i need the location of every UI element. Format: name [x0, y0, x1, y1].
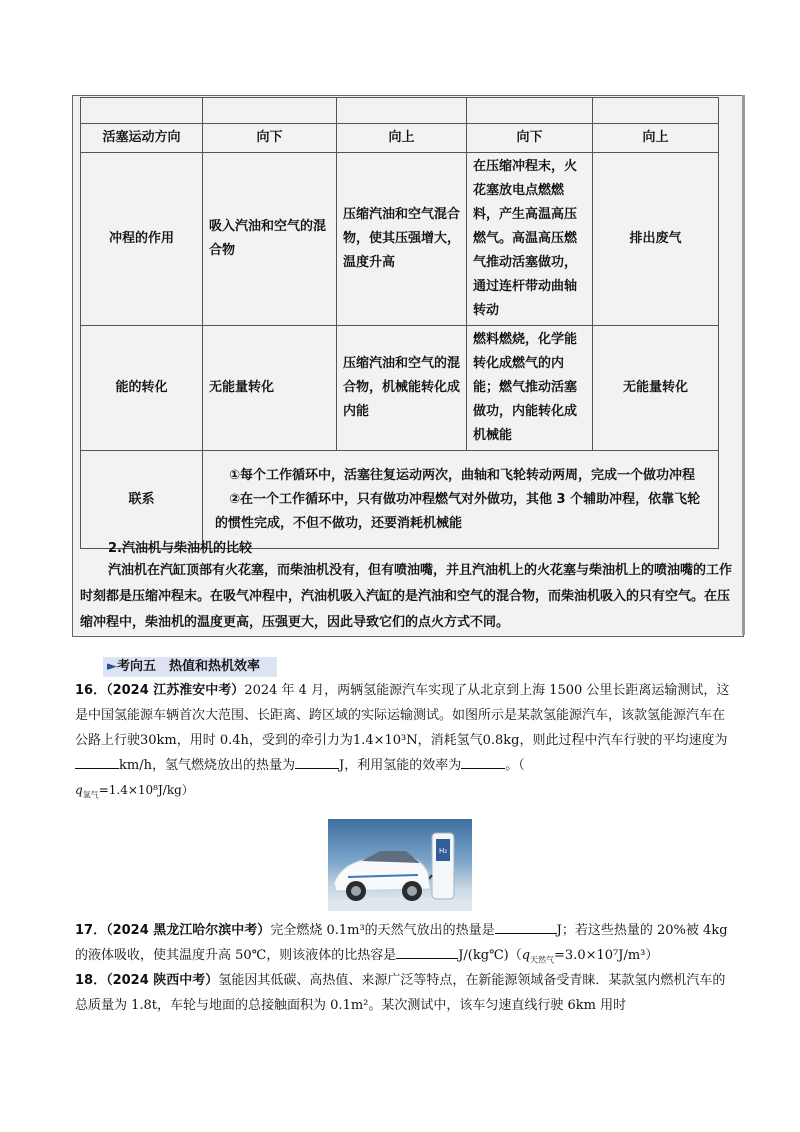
table-cell: 向上 [337, 124, 467, 153]
table-cell: 向下 [467, 124, 593, 153]
question-text: 。（ [505, 758, 525, 773]
answer-blank[interactable] [495, 921, 557, 934]
question-source: （2024 江苏淮安中考） [106, 683, 245, 698]
answer-blank[interactable] [461, 756, 505, 769]
pump-label: H₂ [438, 847, 448, 855]
stroke-table [80, 97, 719, 549]
question-17 [75, 918, 735, 973]
symbol-subscript: 天然气 [530, 955, 555, 965]
question-text: 氢能因其低碳、高热值、来源广泛等特点，在新能源领域备受青睐．某款氢内燃机汽车的总质量为 1.8t，车轮与地面的总接触面积为 0.1m²。某次测试中，该车匀速直线行驶 6km 用时 [75, 973, 726, 1013]
topic-title: 考向五 热值和热机效率 [117, 659, 261, 674]
table-row-direction [81, 124, 719, 153]
question-16 [75, 678, 735, 807]
question-source: （2024 黑龙江哈尔滨中考） [106, 923, 271, 938]
table-cell: 无能量转化 [593, 326, 719, 451]
unit-text: J [338, 758, 345, 773]
hydrogen-car-photo [328, 819, 472, 911]
link-line-2: ②在一个工作循环中，只有做功冲程燃气对外做功，其他 3 个辅助冲程，依靠飞轮的惯性完成，不但不做功，还要消耗机械能 [215, 491, 701, 531]
symbol-q: q [521, 948, 531, 963]
answer-blank[interactable] [295, 756, 339, 769]
table-cell: 压缩汽油和空气混合物，使其压强增大，温度升高 [337, 153, 467, 326]
topic-heading [103, 657, 277, 677]
table-cell: 吸入汽油和空气的混合物 [203, 153, 337, 326]
constant-value: =1.4×10⁸J/kg） [98, 783, 194, 797]
table-cell: 冲程的作用 [81, 153, 203, 326]
triangle-arrow-icon: ► [107, 659, 117, 674]
question-text: J；若这些热量的 20%被 4kg 的液体吸收，使其温度升高 50℃，则该液体的比热容是 [75, 923, 728, 963]
table-cell: 无能量转化 [203, 326, 337, 451]
table-cell: 在压缩冲程末，火花塞放电点燃燃料，产生高温高压燃气。高温高压燃气推动活塞做功，通过连杆带动曲轴转动 [467, 153, 593, 326]
car-charging-icon [328, 819, 472, 911]
table-row-empty [81, 98, 719, 124]
table-cell: 能的转化 [81, 326, 203, 451]
question-text: 2024 年 4 月，两辆氢能源汽车实现了从北京到上海 1500 公里长距离运输测试，这是中国氢能源车辆首次大范围、长距离、跨区域的实际运输测试。如图所示是某款氢能源汽车，该款氢能源汽车在公路上行驶30km，用时 0.4h，受到的牵引力为1.4×10³N，消耗氢气0.8kg，则此过程中汽车行驶的平均速度为 [75, 683, 730, 748]
question-number: 16． [75, 683, 107, 698]
question-text: J/(kg℃)（ [458, 948, 522, 963]
table-cell: 向上 [593, 124, 719, 153]
question-source: （2024 陕西中考） [106, 973, 219, 988]
table-row-link [81, 451, 719, 549]
question-18 [75, 968, 735, 1018]
section-2-title: 2.汽油机与柴油机的比较 [108, 541, 252, 556]
table-row-function [81, 153, 719, 326]
table-cell-link [203, 451, 719, 549]
table-cell: 向下 [203, 124, 337, 153]
answer-blank[interactable] [396, 946, 458, 959]
question-number: 18． [75, 973, 107, 988]
constant-value: =3.0×10⁷J/m³） [554, 948, 659, 963]
table-cell: 排出废气 [593, 153, 719, 326]
section-2-body: 汽油机在汽缸顶部有火花塞，而柴油机没有，但有喷油嘴，并且汽油机上的火花塞与柴油机上的喷油嘴的工作时刻都是压缩冲程末。在吸气冲程中，汽油机吸入汽缸的是汽油和空气的混合物，而柴油机吸入的只有空气。在压缩冲程中，柴油机的温度更高，压强更大，因此导致它们的点火方式不同。 [80, 563, 733, 630]
question-number: 17． [75, 923, 107, 938]
table-cell: 燃料燃烧，化学能转化成燃气的内能；燃气推动活塞做功，内能转化成机械能 [467, 326, 593, 451]
box-shadow [742, 95, 745, 635]
table-row-energy [81, 326, 719, 451]
symbol-q: q [75, 783, 83, 797]
table-cell: 活塞运动方向 [81, 124, 203, 153]
answer-blank[interactable] [75, 756, 119, 769]
table-cell: 联系 [81, 451, 203, 549]
question-text: ，氢气燃烧放出的热量为 [151, 758, 295, 773]
symbol-subscript: 氢气 [82, 790, 99, 800]
table-cell: 压缩汽油和空气的混合物，机械能转化成内能 [337, 326, 467, 451]
link-line-1: ①每个工作循环中，活塞往复运动两次，曲轴和飞轮转动两周，完成一个做功冲程 [229, 467, 696, 483]
question-text: 完全燃烧 0.1m³的天然气放出的热量是 [270, 923, 495, 938]
question-text: ，利用氢能的效率为 [344, 758, 462, 773]
unit-text: km/h [119, 758, 152, 773]
